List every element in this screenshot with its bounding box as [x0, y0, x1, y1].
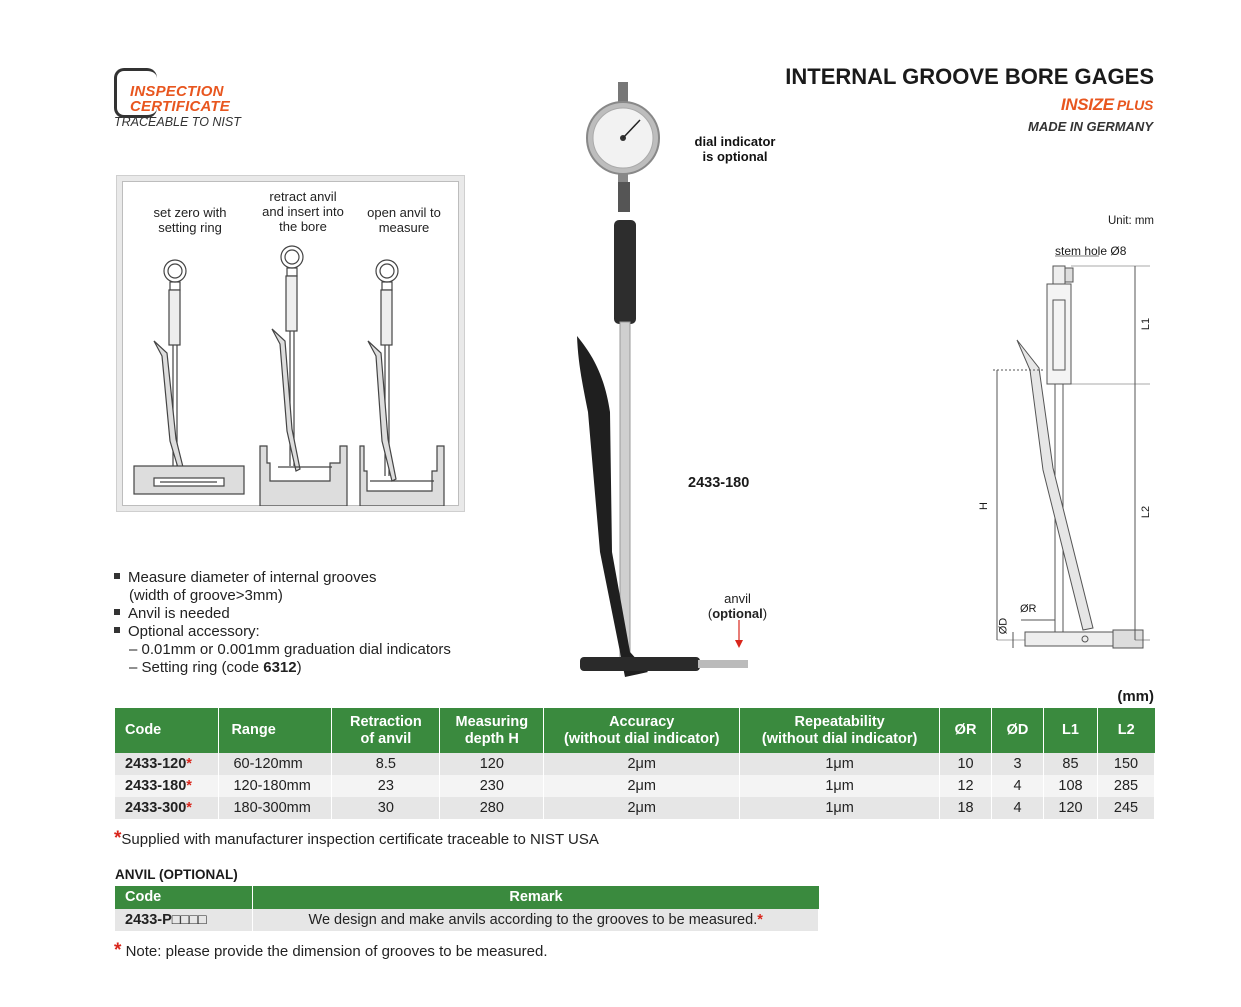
row-l2: 245 — [1097, 797, 1154, 819]
step-1-gage-icon — [134, 260, 244, 494]
made-in: MADE IN GERMANY — [1028, 119, 1153, 134]
row-r: 12 — [940, 775, 992, 797]
col-r: ØR — [940, 708, 992, 753]
row-r: 10 — [940, 753, 992, 775]
table-footnote: *Supplied with manufacturer inspection certificate traceable to NIST USA — [114, 828, 599, 849]
bullet-icon — [114, 573, 120, 579]
anvil-code: 2433-P□□□□ — [115, 909, 253, 931]
anvil-tip — [698, 660, 748, 668]
row-repeatability: 1μm — [740, 797, 940, 819]
bullet-icon — [114, 627, 120, 633]
anvil-note-1: anvil — [724, 591, 751, 606]
dial-indicator-icon — [587, 82, 659, 194]
stem-clamp — [618, 182, 630, 212]
feature-item: Anvil is needed — [114, 605, 451, 623]
col-l2: L2 — [1097, 708, 1154, 753]
step-2-label: retract anvil and insert into the bore — [262, 189, 344, 234]
certificate-line1: INSPECTION — [130, 83, 224, 100]
row-retraction: 8.5 — [332, 753, 440, 775]
col-range: Range — [219, 708, 332, 753]
certificate-line2: CERTIFICATE — [130, 98, 230, 115]
anvil-col-remark: Remark — [253, 886, 819, 909]
page-title: INTERNAL GROOVE BORE GAGES — [785, 64, 1154, 89]
technical-drawing — [985, 240, 1165, 660]
col-depth: Measuring depth H — [440, 708, 544, 753]
feature-subitem: – Setting ring (code 6312) — [129, 659, 302, 676]
table-row — [115, 909, 819, 931]
row-code: 2433-120* — [115, 753, 219, 775]
step-2-gage-icon — [260, 246, 347, 506]
row-depth: 230 — [440, 775, 544, 797]
col-code: Code — [115, 708, 219, 753]
anvil-note: * Note: please provide the dimension of grooves to be measured. — [114, 940, 548, 961]
row-d: 4 — [992, 797, 1044, 819]
unit-label: Unit: mm — [1108, 215, 1154, 227]
dial-note-1: dial indicator — [694, 134, 776, 149]
anvil-section-title: ANVIL (OPTIONAL) — [115, 867, 238, 882]
row-range: 60-120mm — [219, 753, 332, 775]
row-l2: 285 — [1097, 775, 1154, 797]
bullet-icon — [114, 609, 120, 615]
measuring-head — [580, 657, 700, 671]
table-unit: (mm) — [1117, 688, 1154, 705]
dim-d: ØD — [997, 617, 1010, 635]
brand-logo — [1061, 95, 1153, 115]
row-d: 3 — [992, 753, 1044, 775]
steps-illustration — [122, 181, 459, 506]
row-d: 4 — [992, 775, 1044, 797]
stem-hole-label: stem hole Ø8 — [1055, 244, 1127, 258]
row-repeatability: 1μm — [740, 753, 940, 775]
row-repeatability: 1μm — [740, 775, 940, 797]
row-accuracy: 2μm — [544, 753, 740, 775]
gage-lever — [577, 336, 648, 677]
col-d: ØD — [992, 708, 1044, 753]
feature-subitem: – 0.01mm or 0.001mm graduation dial indicators — [129, 641, 451, 658]
row-accuracy: 2μm — [544, 797, 740, 819]
brand-suffix: PLUS — [1116, 97, 1153, 113]
col-accuracy: Accuracy (without dial indicator) — [544, 708, 740, 753]
table-row — [115, 753, 1155, 775]
row-range: 120-180mm — [219, 775, 332, 797]
anvil-remark: We design and make anvils according to the grooves to be measured.* — [253, 909, 819, 931]
col-retraction: Retraction of anvil — [332, 708, 440, 753]
feature-item-detail: (width of groove>3mm) — [129, 587, 283, 604]
row-range: 180-300mm — [219, 797, 332, 819]
table-row — [115, 797, 1155, 819]
features-list — [114, 569, 451, 677]
row-l1: 85 — [1044, 753, 1098, 775]
anvil-pointer — [735, 620, 743, 650]
col-repeatability: Repeatability (without dial indicator) — [740, 708, 940, 753]
dim-l1: L1 — [1140, 317, 1153, 331]
dim-r: ØR — [1020, 603, 1037, 615]
certificate-traceable: TRACEABLE TO NIST — [114, 115, 241, 129]
handle-grip — [614, 220, 636, 324]
dim-h: H — [977, 502, 990, 510]
row-l1: 120 — [1044, 797, 1098, 819]
row-l2: 150 — [1097, 753, 1154, 775]
dim-l2: L2 — [1140, 505, 1153, 519]
product-model: 2433-180 — [688, 475, 750, 491]
row-code: 2433-180* — [115, 775, 219, 797]
row-code: 2433-300* — [115, 797, 219, 819]
spec-header-row — [115, 708, 1155, 753]
dial-note-2: is optional — [702, 149, 768, 164]
step-3-label: open anvil to measure — [367, 205, 441, 235]
col-l1: L1 — [1044, 708, 1098, 753]
feature-item: Measure diameter of internal grooves — [114, 569, 451, 587]
row-depth: 120 — [440, 753, 544, 775]
anvil-header-row — [115, 886, 819, 909]
row-r: 18 — [940, 797, 992, 819]
anvil-table — [115, 886, 819, 931]
table-row — [115, 775, 1155, 797]
step-3-gage-icon — [360, 260, 444, 506]
feature-item: Optional accessory: — [114, 623, 451, 641]
anvil-col-code: Code — [115, 886, 253, 909]
brand-name: INSIZE — [1060, 95, 1114, 114]
row-l1: 108 — [1044, 775, 1098, 797]
spec-table — [115, 708, 1155, 819]
step-1-label: set zero with setting ring — [153, 205, 227, 235]
row-depth: 280 — [440, 797, 544, 819]
row-retraction: 23 — [332, 775, 440, 797]
row-retraction: 30 — [332, 797, 440, 819]
row-accuracy: 2μm — [544, 775, 740, 797]
anvil-note-2: (optional) — [707, 606, 768, 621]
